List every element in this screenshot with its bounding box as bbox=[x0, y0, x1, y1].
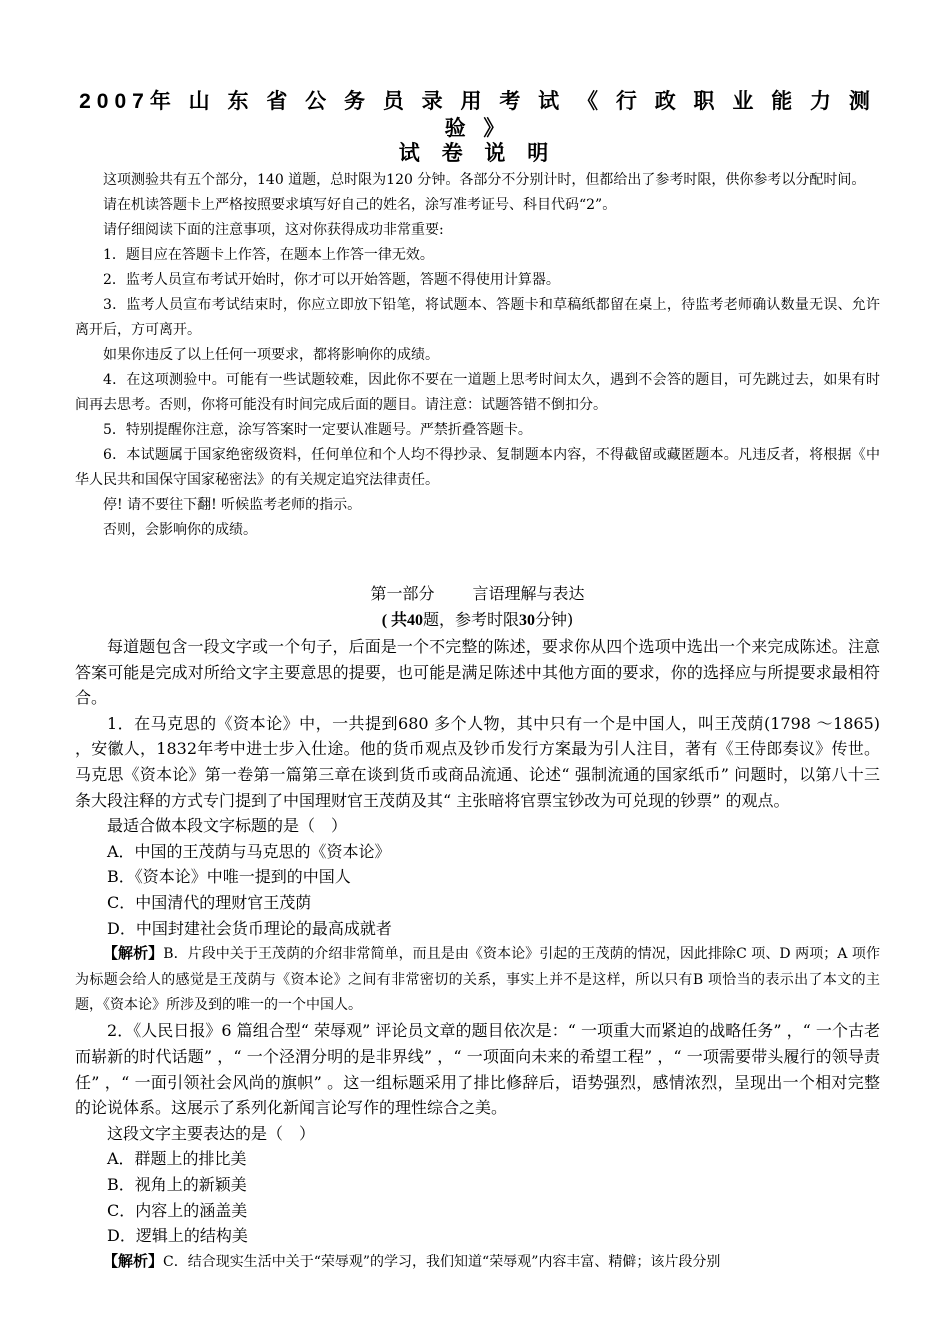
question-2-option-c: C．内容上的涵盖美 bbox=[107, 1200, 248, 1220]
question-2-prompt: 这段文字主要表达的是（ ） bbox=[107, 1123, 316, 1143]
question-2-option-b: B．视角上的新颖美 bbox=[107, 1174, 247, 1194]
question-1-prompt: 最适合做本段文字标题的是（ ） bbox=[107, 816, 348, 836]
section-part: 第一部分 bbox=[370, 584, 435, 603]
question-2-text: 2．《人民日报》6 篇组合型“ 荣辱观” 评论员文章的题目依次是：“ 一项重大而紧迫的战略任务” ，“ 一个古老而崭新的时代话题” ，“ 一个泾渭分明的是非界线” ，“ 一项面向未来的希望工程” ，“ 一项需要带头履行的领导责任” ，“ 一面引领社会风尚的旗帜” 。这一组标题采用了排比修辞后，语势强烈，感情浓烈，呈现出一个相对完整的论说体系。这展示了系列化新闻言论写作的理性综合之美。 bbox=[75, 1021, 880, 1118]
section-sub-suffix: 分钟) bbox=[535, 610, 574, 629]
question-1-analysis bbox=[75, 941, 880, 1018]
document-subtitle: 试 卷 说 明 bbox=[398, 142, 557, 165]
section-heading bbox=[75, 581, 880, 607]
exam-page bbox=[75, 88, 880, 1275]
question-1-option-a: A．中国的王茂荫与马克思的《资本论》 bbox=[107, 841, 391, 861]
section-question-count: 40 bbox=[407, 612, 424, 629]
section-body bbox=[75, 634, 880, 1275]
analysis-text: C．结合现实生活中关于“荣辱观”的学习，我们知道“荣辱观”内容丰富、精僻；该片段分别 bbox=[163, 1253, 721, 1270]
intro-paragraph: 否则，会影响你的成绩。 bbox=[103, 522, 257, 538]
intro-paragraph: 停! 请不要往下翻! 听候监考老师的指示。 bbox=[103, 497, 362, 513]
document-title: 2007年 山 东 省 公 务 员 录 用 考 试 《 行 政 职 业 能 力 测 验 》 bbox=[79, 90, 876, 140]
intro-paragraph: 这项测验共有五个部分，140 道题，总时限为120 分钟。各部分不分别计时，但都给出了参考时限，供你参考以分配时间。 bbox=[103, 172, 866, 188]
section-subheading bbox=[75, 607, 880, 634]
question-1-option-c: C．中国清代的理财官王茂荫 bbox=[107, 892, 312, 912]
intro-paragraph: 6．本试题属于国家绝密级资料，任何单位和个人均不得抄录、复制题本内容，不得截留或藏匿题本。凡违反者，将根据《中华人民共和国保守国家秘密法》的有关规定追究法律责任。 bbox=[75, 447, 880, 488]
analysis-label: 【解析】 bbox=[103, 1251, 164, 1270]
analysis-label: 【解析】 bbox=[103, 944, 164, 963]
section-instructions: 每道题包含一段文字或一个句子，后面是一个不完整的陈述，要求你从四个选项中选出一个来完成陈述。注意答案可能是完成对所给文字主要意思的提要，也可能是满足陈述中其他方面的要求，你的选择应与所提要求最相符合。 bbox=[75, 637, 880, 708]
intro-paragraph: 请仔细阅读下面的注意事项，这对你获得成功非常重要: bbox=[103, 222, 444, 238]
intro-paragraph: 请在机读答题卡上严格按照要求填写好自己的姓名，涂写准考证号、科目代码“2”。 bbox=[103, 197, 617, 213]
section-sub-middle: 题，参考时限 bbox=[423, 610, 520, 629]
section-sub-prefix: ( 共 bbox=[381, 612, 408, 629]
question-2-option-d: D．逻辑上的结构美 bbox=[107, 1226, 248, 1246]
section-time-limit: 30 bbox=[519, 612, 536, 629]
intro-paragraph: 2．监考人员宣布考试开始时，你才可以开始答题，答题不得使用计算器。 bbox=[103, 272, 560, 288]
intro-paragraph: 3．监考人员宣布考试结束时，你应立即放下铅笔，将试题本、答题卡和草稿纸都留在桌上，待监考老师确认数量无误、允许离开后，方可离开。 bbox=[75, 297, 880, 338]
intro-paragraph: 5．特别提醒你注意，涂写答案时一定要认准题号。严禁折叠答题卡。 bbox=[103, 422, 532, 438]
question-1-option-d: D．中国封建社会货币理论的最高成就者 bbox=[107, 918, 392, 938]
question-1-text: 1．在马克思的《资本论》中，一共提到680 多个人物，其中只有一个是中国人，叫王茂荫(1798 ～1865) ，安徽人，1832年考中进士步入仕途。他的货币观点及钞币发行方案最为引人注目，著有《王侍郎奏议》传世。马克思《资本论》第一卷第一篇第三章在谈到货币或商品流通、论述“ 强制流通的国家纸币” 问题时，以第八十三条大段注释的方式专门提到了中国理财官王茂荫及其“ 主张暗将官票宝钞改为可兑现的钞票” 的观点。 bbox=[75, 713, 880, 810]
section-name: 言语理解与表达 bbox=[472, 584, 585, 603]
spacer bbox=[75, 543, 880, 581]
exam-instructions bbox=[75, 168, 880, 543]
intro-paragraph: 1．题目应在答题卡上作答，在题本上作答一律无效。 bbox=[103, 247, 434, 263]
question-1-option-b: B．《资本论》中唯一提到的中国人 bbox=[107, 867, 351, 887]
analysis-text: B．片段中关于王茂荫的介绍非常简单，而且是由《资本论》引起的王茂荫的情况，因此排除C 项、D 两项；A 项作为标题会给人的感觉是王茂荫与《资本论》之间有非常密切的关系，事实上并不是这样，所以只有B 项恰当的表示出了本文的主题，《资本论》所涉及到的唯一的一个中国人。 bbox=[75, 946, 880, 1013]
question-2-analysis bbox=[75, 1249, 880, 1275]
intro-paragraph: 如果你违反了以上任何一项要求，都将影响你的成绩。 bbox=[103, 347, 439, 363]
question-2-option-a: A．群题上的排比美 bbox=[107, 1149, 247, 1169]
intro-paragraph: 4．在这项测验中。可能有一些试题较难，因此你不要在一道题上思考时间太久，遇到不会答的题目，可先跳过去，如果有时间再去思考。否则，你将可能没有时间完成后面的题目。请注意：试题答错不倒扣分。 bbox=[75, 372, 880, 413]
